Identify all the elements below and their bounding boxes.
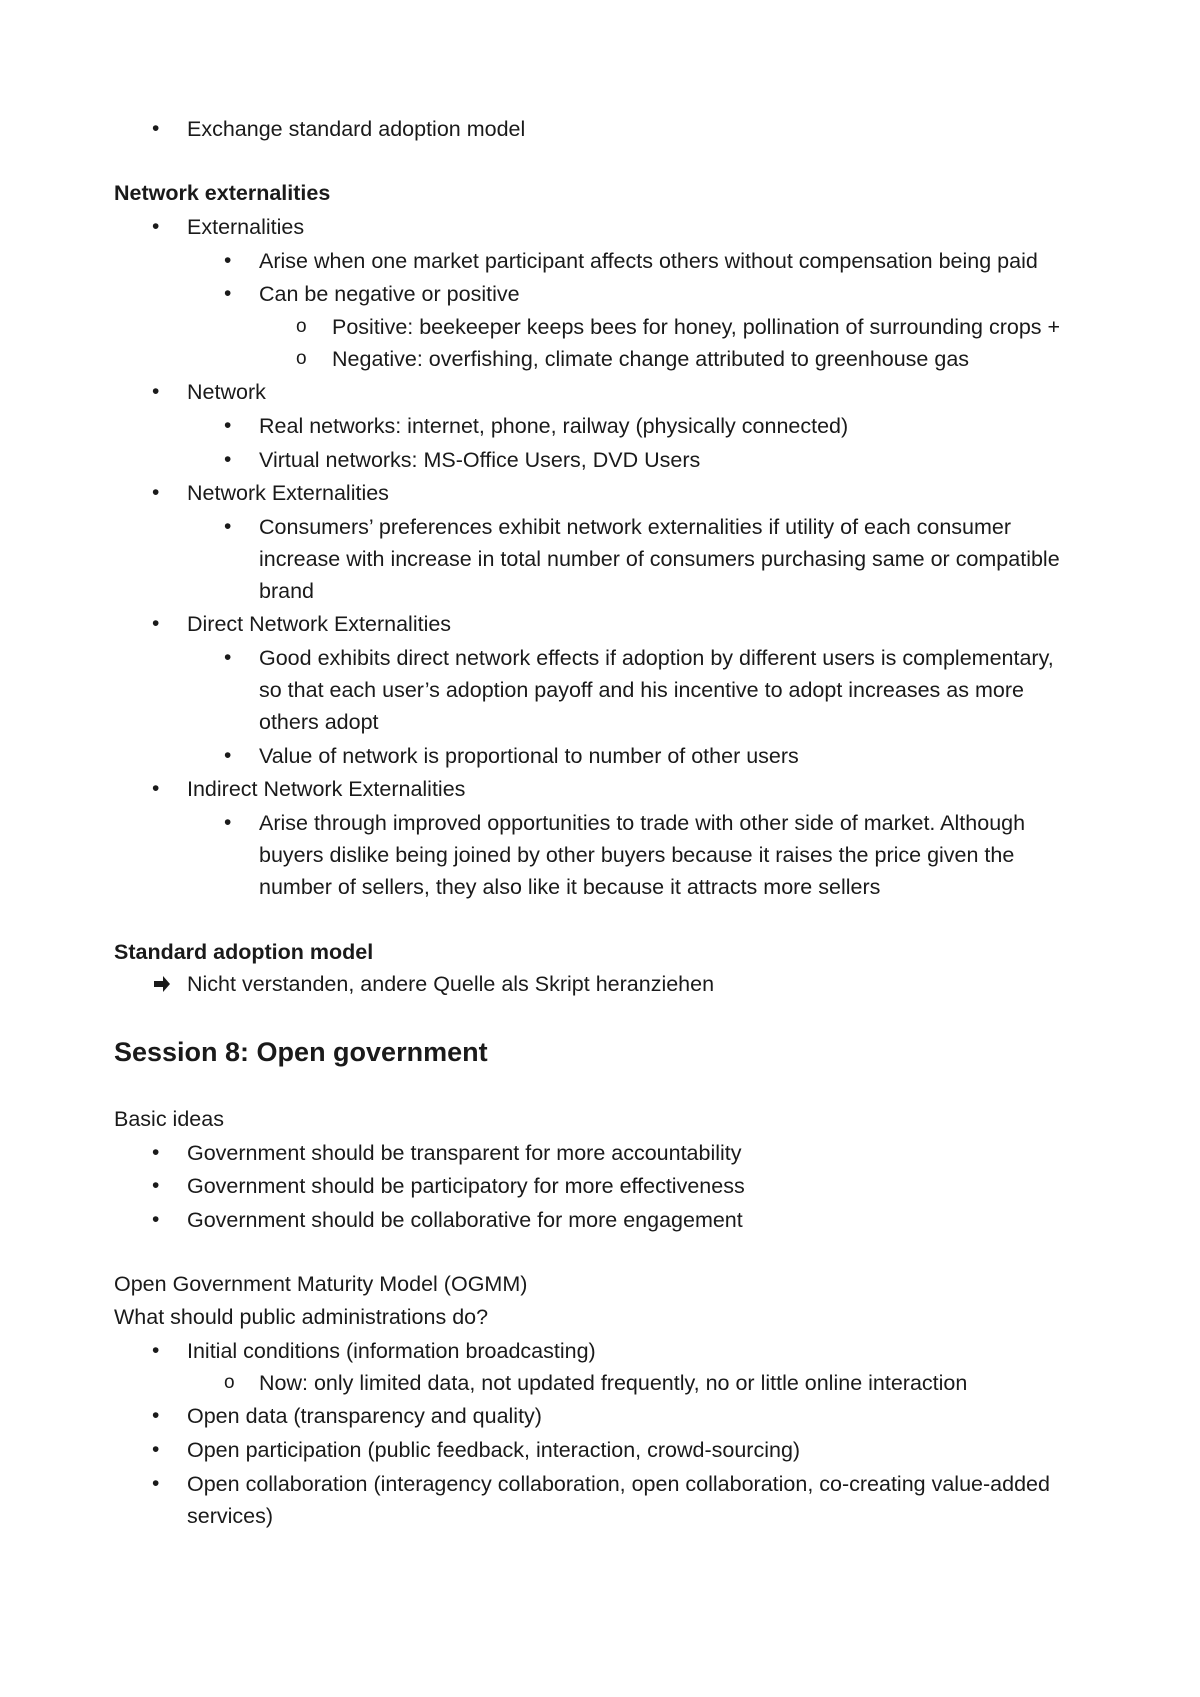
sub-bullet: o: [296, 316, 307, 337]
section-heading: Network externalities: [114, 181, 331, 205]
list-item: Arise through improved opportunities to trade with other side of market. Although: [259, 811, 1026, 835]
list-item: others adopt: [259, 710, 379, 734]
bullet: •: [152, 1174, 160, 1197]
list-item: Real networks: internet, phone, railway (physically connected): [259, 414, 849, 438]
bullet: •: [152, 612, 160, 635]
bullet: •: [152, 1472, 160, 1495]
subheading: Open Government Maturity Model (OGMM): [114, 1272, 528, 1296]
arrow-right-icon: [152, 971, 172, 997]
bullet: •: [152, 1208, 160, 1231]
list-item: services): [187, 1504, 274, 1528]
list-item: Government should be collaborative for more engagement: [187, 1208, 743, 1232]
page-title: Session 8: Open government: [114, 1037, 488, 1067]
section-heading: Standard adoption model: [114, 940, 374, 964]
subheading: Basic ideas: [114, 1107, 224, 1131]
list-item: Initial conditions (information broadcasting): [187, 1339, 596, 1363]
question-text: What should public administrations do?: [114, 1305, 489, 1329]
bullet: •: [224, 811, 232, 834]
list-item: Consumers’ preferences exhibit network externalities if utility of each consumer: [259, 515, 1012, 539]
list-item: Exchange standard adoption model: [187, 117, 526, 141]
bullet: •: [224, 515, 232, 538]
list-item: Open collaboration (interagency collaboration, open collaboration, co-creating value-added: [187, 1472, 1050, 1496]
bullet: •: [224, 646, 232, 669]
bullet: •: [152, 215, 160, 238]
list-item: Open data (transparency and quality): [187, 1404, 542, 1428]
sub-bullet: o: [296, 348, 307, 369]
bullet: •: [152, 117, 160, 140]
bullet: •: [224, 744, 232, 767]
list-item: so that each user’s adoption payoff and his incentive to adopt increases as more: [259, 678, 1024, 702]
list-item: Good exhibits direct network effects if adoption by different users is complementary,: [259, 646, 1054, 670]
bullet: •: [152, 1339, 160, 1362]
list-item: buyers dislike being joined by other buyers because it raises the price given the: [259, 843, 1015, 867]
list-item: Network: [187, 380, 266, 404]
list-item: Direct Network Externalities: [187, 612, 452, 636]
bullet: •: [152, 380, 160, 403]
list-item: Externalities: [187, 215, 305, 239]
list-item: Can be negative or positive: [259, 282, 520, 306]
list-item: Indirect Network Externalities: [187, 777, 466, 801]
list-item: Open participation (public feedback, interaction, crowd-sourcing): [187, 1438, 801, 1462]
bullet: •: [152, 1404, 160, 1427]
list-item: Now: only limited data, not updated frequently, no or little online interaction: [259, 1371, 968, 1395]
list-item: number of sellers, they also like it because it attracts more sellers: [259, 875, 881, 899]
list-item: Virtual networks: MS-Office Users, DVD Users: [259, 448, 701, 472]
list-item: brand: [259, 579, 314, 603]
list-item: Arise when one market participant affects others without compensation being paid: [259, 249, 1038, 273]
bullet: •: [152, 1438, 160, 1461]
bullet: •: [152, 777, 160, 800]
note-text: Nicht verstanden, andere Quelle als Skript heranziehen: [187, 972, 715, 996]
bullet: •: [152, 1141, 160, 1164]
list-item: Government should be transparent for more accountability: [187, 1141, 742, 1165]
bullet: •: [152, 481, 160, 504]
list-item: Government should be participatory for more effectiveness: [187, 1174, 745, 1198]
list-item: Network Externalities: [187, 481, 389, 505]
list-item: increase with increase in total number of consumers purchasing same or compatible: [259, 547, 1060, 571]
bullet: •: [224, 249, 232, 272]
bullet: •: [224, 414, 232, 437]
list-item: Value of network is proportional to number of other users: [259, 744, 799, 768]
bullet: •: [224, 448, 232, 471]
list-item: Positive: beekeeper keeps bees for honey, pollination of surrounding crops +: [332, 315, 1061, 339]
sub-bullet: o: [224, 1372, 235, 1393]
list-item: Negative: overfishing, climate change attributed to greenhouse gas: [332, 347, 970, 371]
bullet: •: [224, 282, 232, 305]
